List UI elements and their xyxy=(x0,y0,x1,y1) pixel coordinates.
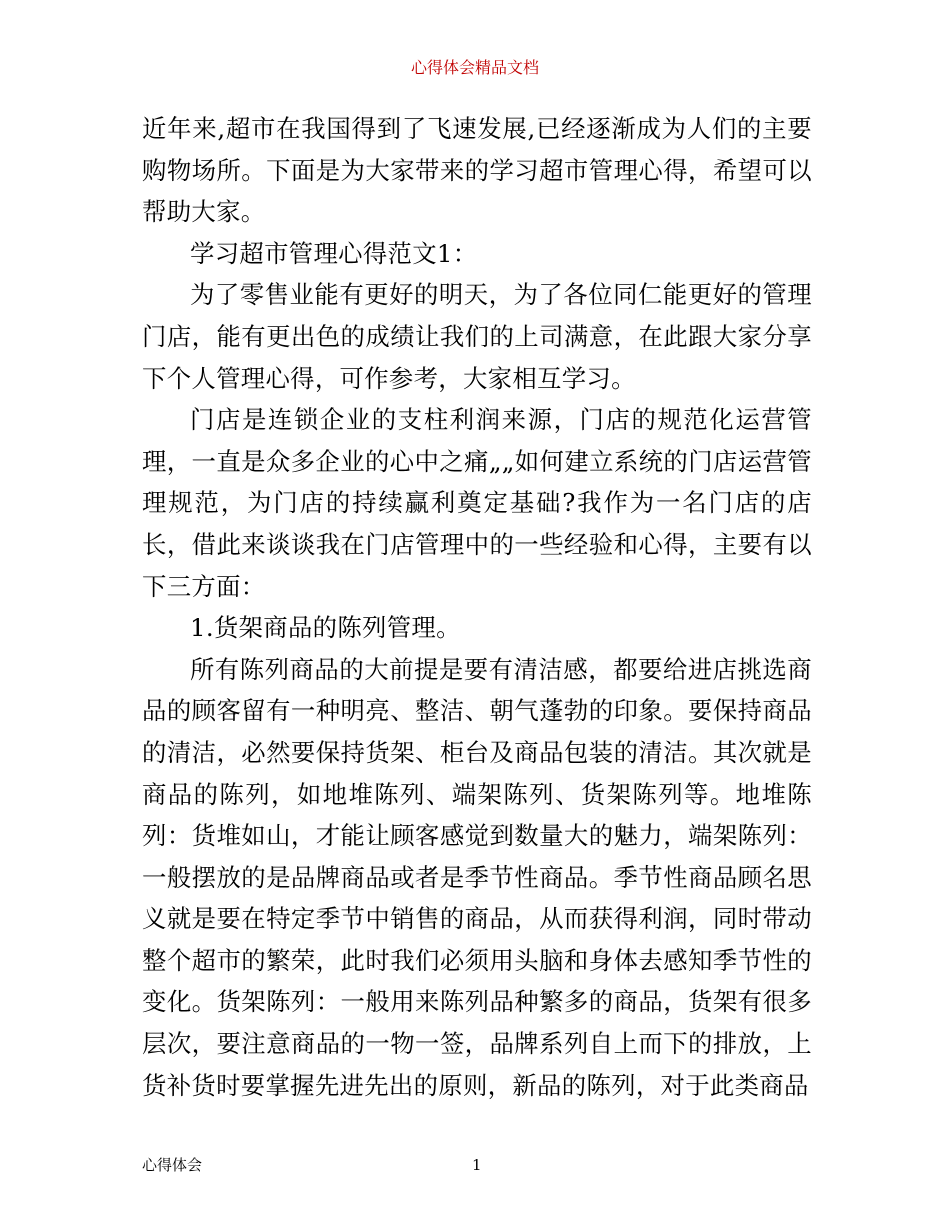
paragraph-display-details: 所有陈列商品的大前提是要有清洁感，都要给进店挑选商品的顾客留有一种明亮、整洁、朝气蓬勃的印象。要保持商品的清洁，必然要保持货架、柜台及商品包装的清洁。其次就是商品的陈列，如地堆陈列、端架陈列、货架陈列等。地堆陈列：货堆如山，才能让顾客感觉到数量大的魅力，端架陈列：一般摆放的是品牌商品或者是季节性商品。季节性商品顾名思义就是要在特定季节中销售的商品，从而获得利润，同时带动整个超市的繁荣，此时我们必须用头脑和身体去感知季节性的变化。货架陈列：一般用来陈列品种繁多的商品，货架有很多层次，要注意商品的一物一签，品牌系列自上而下的排放，上货补货时要掌握先进先出的原则，新品的陈列，对于此类商品 xyxy=(142,654,812,1100)
page-header-title: 心得体会精品文档 xyxy=(410,58,539,77)
paragraph-intro: 近年来,超市在我国得到了飞速发展,已经逐渐成为人们的主要购物场所。下面是为大家带来的学习超市管理心得，希望可以帮助大家。 xyxy=(142,114,812,227)
document-body xyxy=(142,108,812,1106)
paragraph-section-heading: 1.货架商品的陈列管理。 xyxy=(190,613,461,643)
page-footer xyxy=(142,1154,812,1176)
paragraph-purpose: 为了零售业能有更好的明天，为了各位同仁能更好的管理门店，能有更出色的成绩让我们的上司满意，在此跟大家分享下个人管理心得，可作参考，大家相互学习。 xyxy=(142,280,812,393)
page-number: 1 xyxy=(472,1156,482,1174)
footer-label: 心得体会 xyxy=(142,1156,203,1174)
paragraph-subtitle: 学习超市管理心得范文1： xyxy=(190,238,478,268)
paragraph-store-management: 门店是连锁企业的支柱利润来源，门店的规范化运营管理，一直是众多企业的心中之痛„„如何建立系统的门店运营管理规范，为门店的持续赢利奠定基础?我作为一名门店的店长，借此来谈谈我在门店管理中的一些经验和心得，主要有以下三方面： xyxy=(142,405,812,601)
